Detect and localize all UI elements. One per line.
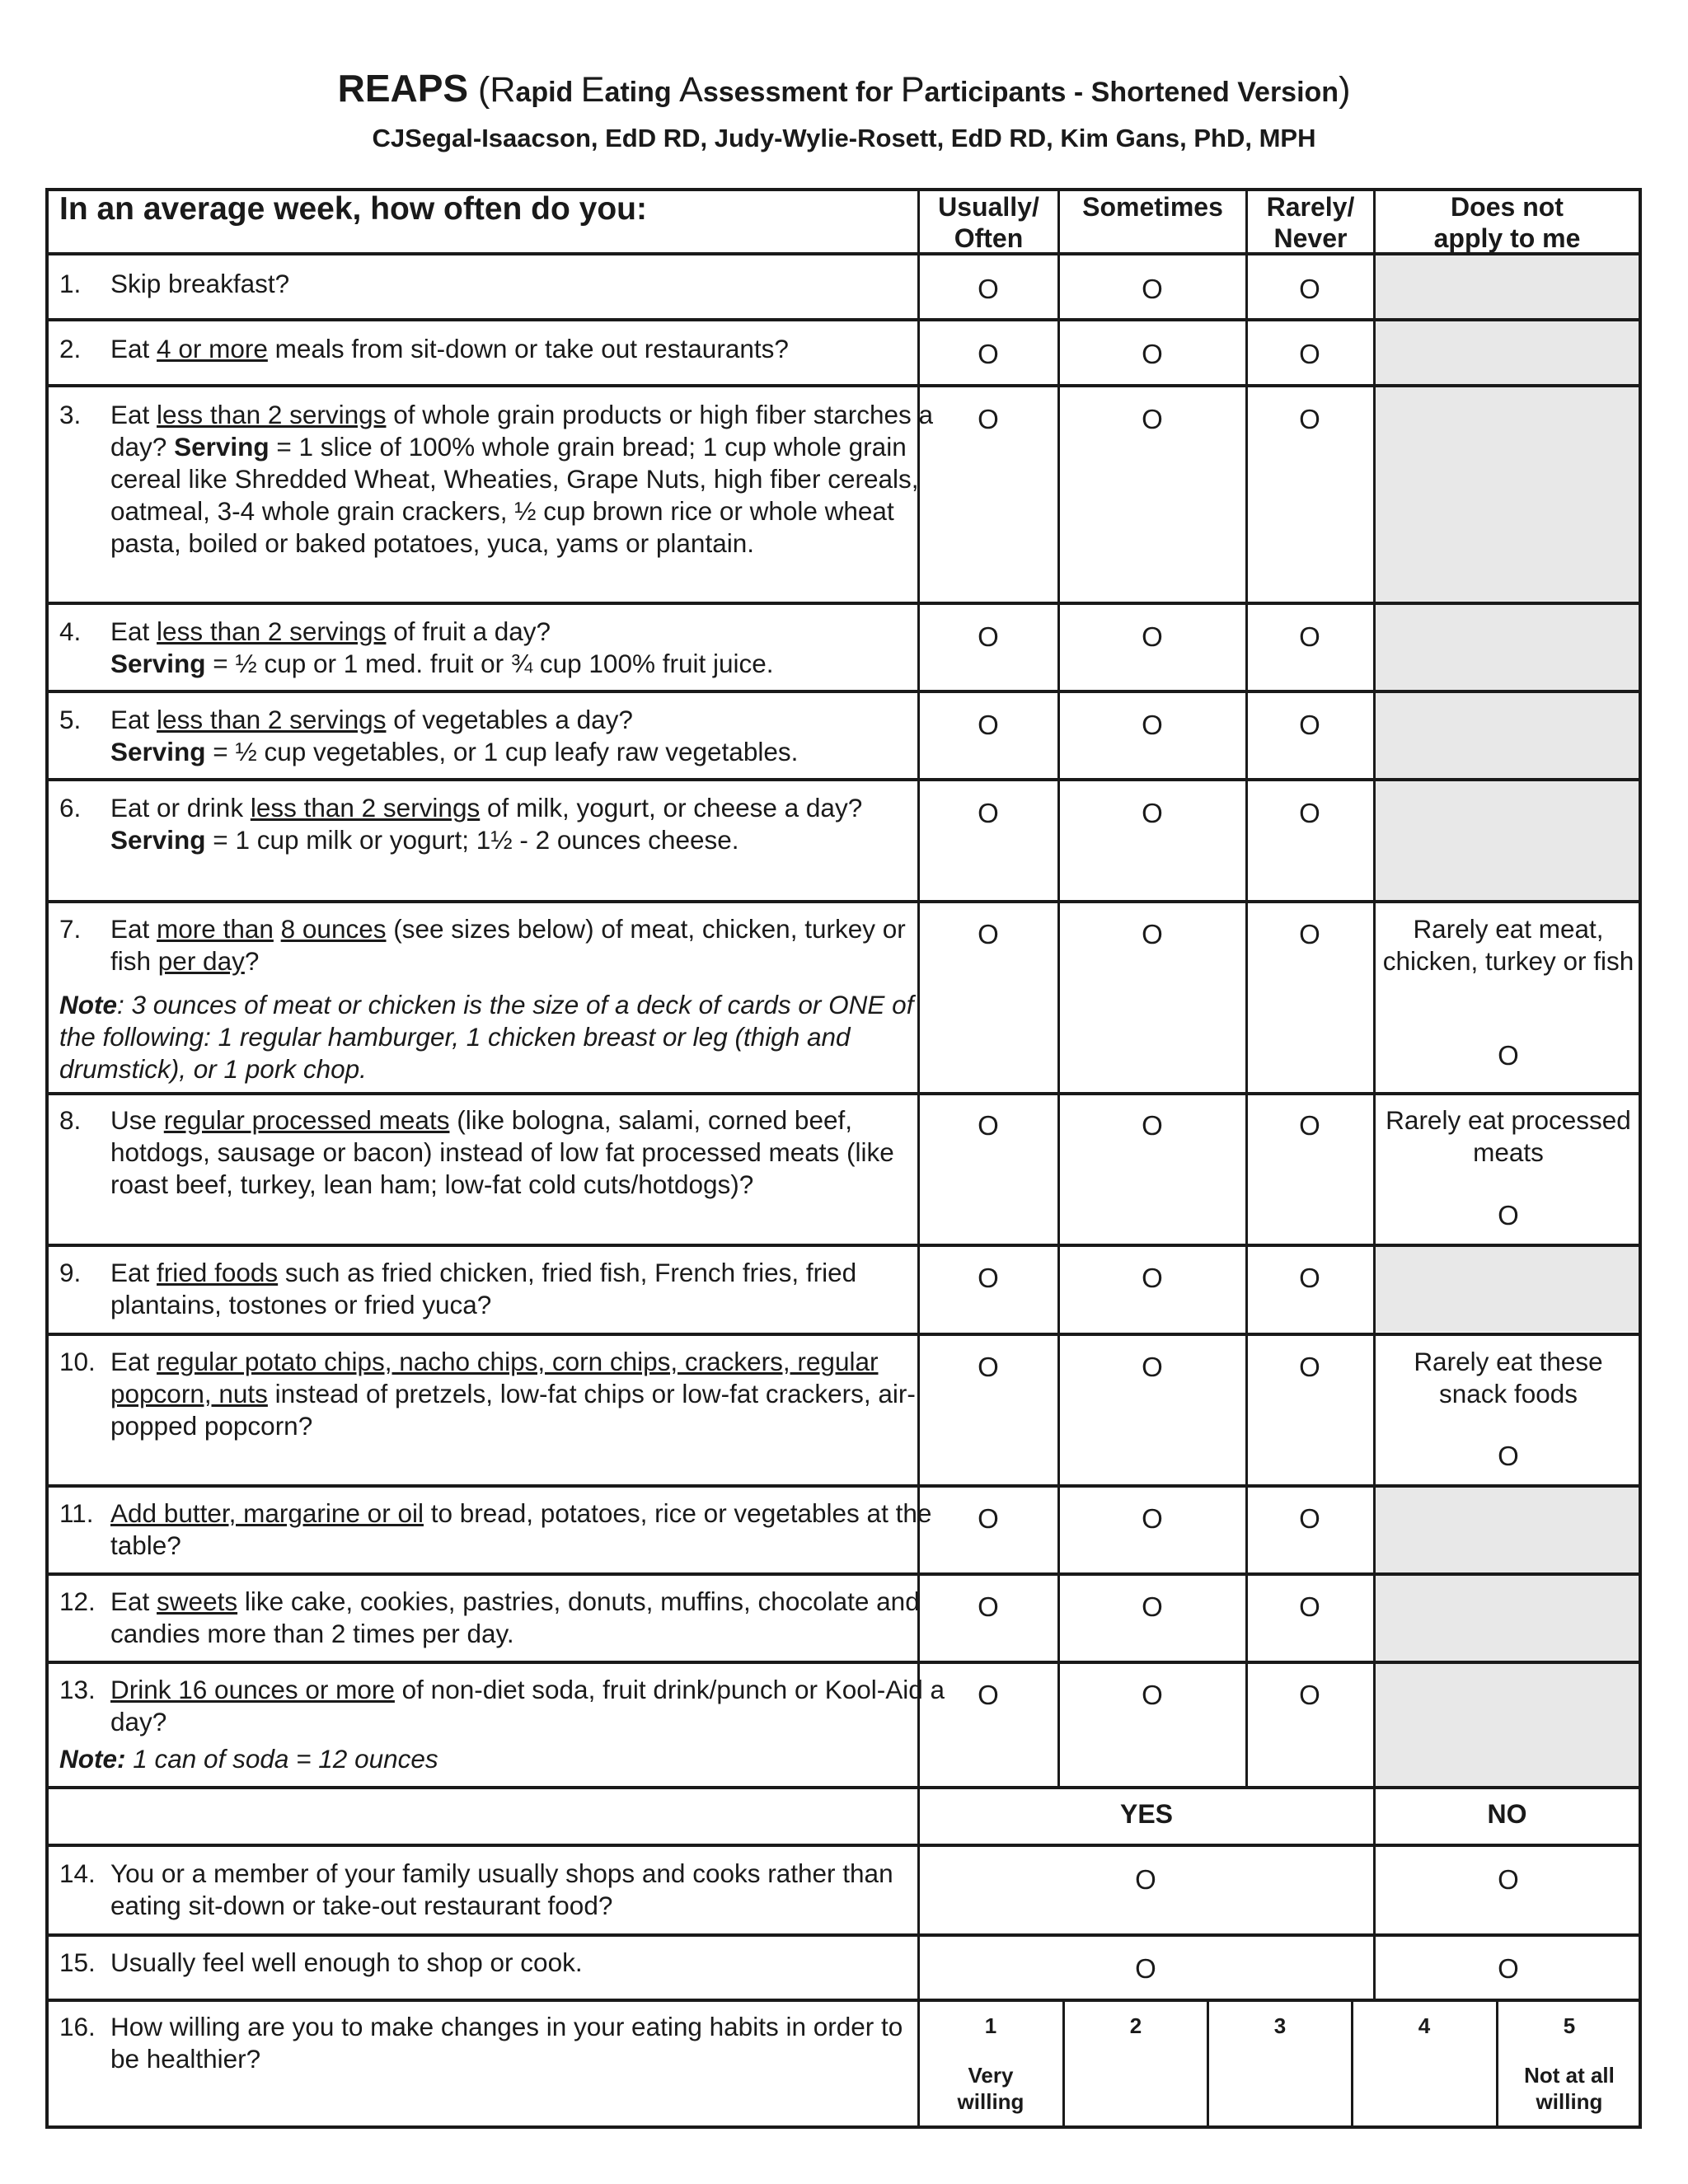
radio-q9-usually[interactable]: O	[978, 1263, 999, 1293]
question-column-heading: In an average week, how often do you:	[59, 191, 647, 227]
no-heading: NO	[1487, 1799, 1527, 1829]
row-divider	[45, 384, 1642, 387]
shaded-cell	[1375, 1247, 1639, 1332]
radio-q13-usually[interactable]: O	[978, 1680, 999, 1710]
radio-q14-no[interactable]: O	[1498, 1864, 1519, 1895]
radio-q12-usually[interactable]: O	[978, 1591, 999, 1622]
scale-option-2[interactable]: 2	[1129, 2013, 1142, 2038]
column-heading-rarely-never: Rarely/ Never	[1266, 192, 1355, 253]
radio-q6-sometimes[interactable]: O	[1142, 798, 1163, 828]
radio-q1-rarely[interactable]: O	[1299, 274, 1320, 304]
radio-q8-does-not-apply[interactable]: O	[1498, 1200, 1519, 1230]
scale-option-1[interactable]: 1	[984, 2013, 997, 2038]
shaded-cell	[1375, 1488, 1639, 1572]
row-divider	[45, 1572, 1642, 1576]
row-divider	[45, 900, 1642, 903]
radio-q4-usually[interactable]: O	[978, 621, 999, 652]
scale-option-4[interactable]: 4	[1418, 2013, 1431, 2038]
row-divider	[45, 1092, 1642, 1095]
row-divider	[45, 690, 1642, 693]
scale-label-very-willing: Very willing	[957, 2063, 1025, 2114]
shaded-cell	[1375, 387, 1639, 602]
yes-heading: YES	[1119, 1799, 1174, 1829]
row-divider	[45, 1933, 1642, 1937]
column-divider	[1373, 188, 1376, 1999]
column-heading-does-not-apply: Does not apply to me	[1433, 192, 1581, 253]
row-divider	[45, 318, 1642, 321]
shaded-cell	[1375, 781, 1639, 900]
radio-q10-usually[interactable]: O	[978, 1352, 999, 1382]
radio-q11-usually[interactable]: O	[978, 1503, 999, 1534]
radio-q4-rarely[interactable]: O	[1299, 621, 1320, 652]
form-title: REAPS (Rapid Eating Assessment for Participants - Shortened Version)	[337, 67, 1351, 110]
row-divider	[45, 1661, 1642, 1664]
row-divider	[45, 1999, 1642, 2002]
radio-q15-yes[interactable]: O	[1135, 1953, 1156, 1984]
shaded-cell	[1375, 321, 1639, 384]
radio-q6-rarely[interactable]: O	[1299, 798, 1320, 828]
radio-q2-sometimes[interactable]: O	[1142, 339, 1163, 369]
scale-label-not-willing: Not at all willing	[1524, 2063, 1615, 2114]
radio-q9-sometimes[interactable]: O	[1142, 1263, 1163, 1293]
radio-q10-does-not-apply[interactable]: O	[1498, 1441, 1519, 1471]
radio-q7-usually[interactable]: O	[978, 919, 999, 949]
radio-q5-usually[interactable]: O	[978, 710, 999, 740]
does-not-apply-text-q10: Rarely eat these snack foods	[1414, 1347, 1603, 1408]
radio-q1-usually[interactable]: O	[978, 274, 999, 304]
shaded-cell	[1375, 1664, 1639, 1786]
shaded-cell	[1375, 1576, 1639, 1661]
column-heading-usually-often: Usually/ Often	[938, 192, 1039, 253]
radio-q11-sometimes[interactable]: O	[1142, 1503, 1163, 1534]
radio-q15-no[interactable]: O	[1498, 1953, 1519, 1984]
row-divider	[45, 1244, 1642, 1247]
radio-q3-rarely[interactable]: O	[1299, 404, 1320, 434]
radio-q10-sometimes[interactable]: O	[1142, 1352, 1163, 1382]
radio-q7-sometimes[interactable]: O	[1142, 919, 1163, 949]
row-divider	[45, 602, 1642, 605]
row-divider	[45, 1484, 1642, 1488]
authors-line: CJSegal-Isaacson, EdD RD, Judy-Wylie-Rosett, EdD RD, Kim Gans, PhD, MPH	[372, 124, 1316, 152]
column-divider	[1057, 188, 1060, 1788]
radio-q12-rarely[interactable]: O	[1299, 1591, 1320, 1622]
radio-q1-sometimes[interactable]: O	[1142, 274, 1163, 304]
radio-q8-sometimes[interactable]: O	[1142, 1110, 1163, 1141]
radio-q2-usually[interactable]: O	[978, 339, 999, 369]
row-divider	[45, 1333, 1642, 1336]
does-not-apply-text-q7: Rarely eat meat, chicken, turkey or fish	[1382, 914, 1634, 976]
radio-q6-usually[interactable]: O	[978, 798, 999, 828]
radio-q13-sometimes[interactable]: O	[1142, 1680, 1163, 1710]
radio-q5-sometimes[interactable]: O	[1142, 710, 1163, 740]
row-divider	[45, 778, 1642, 781]
row-divider	[45, 1786, 1642, 1789]
scale-option-3[interactable]: 3	[1273, 2013, 1287, 2038]
scale-option-5[interactable]: 5	[1563, 2013, 1576, 2038]
does-not-apply-text-q8: Rarely eat processed meats	[1386, 1105, 1631, 1167]
radio-q9-rarely[interactable]: O	[1299, 1263, 1320, 1293]
radio-q14-yes[interactable]: O	[1135, 1864, 1156, 1895]
column-heading-sometimes: Sometimes	[1082, 192, 1223, 222]
radio-q11-rarely[interactable]: O	[1299, 1503, 1320, 1534]
row-divider	[45, 1844, 1642, 1847]
radio-q4-sometimes[interactable]: O	[1142, 621, 1163, 652]
radio-q5-rarely[interactable]: O	[1299, 710, 1320, 740]
shaded-cell	[1375, 255, 1639, 318]
radio-q7-rarely[interactable]: O	[1299, 919, 1320, 949]
radio-q7-does-not-apply[interactable]: O	[1498, 1040, 1519, 1071]
radio-q13-rarely[interactable]: O	[1299, 1680, 1320, 1710]
radio-q12-sometimes[interactable]: O	[1142, 1591, 1163, 1622]
shaded-cell	[1375, 693, 1639, 778]
radio-q8-rarely[interactable]: O	[1299, 1110, 1320, 1141]
radio-q10-rarely[interactable]: O	[1299, 1352, 1320, 1382]
column-divider	[1245, 188, 1248, 1788]
radio-q3-sometimes[interactable]: O	[1142, 404, 1163, 434]
radio-q2-rarely[interactable]: O	[1299, 339, 1320, 369]
radio-q8-usually[interactable]: O	[978, 1110, 999, 1141]
radio-q3-usually[interactable]: O	[978, 404, 999, 434]
shaded-cell	[1375, 605, 1639, 690]
